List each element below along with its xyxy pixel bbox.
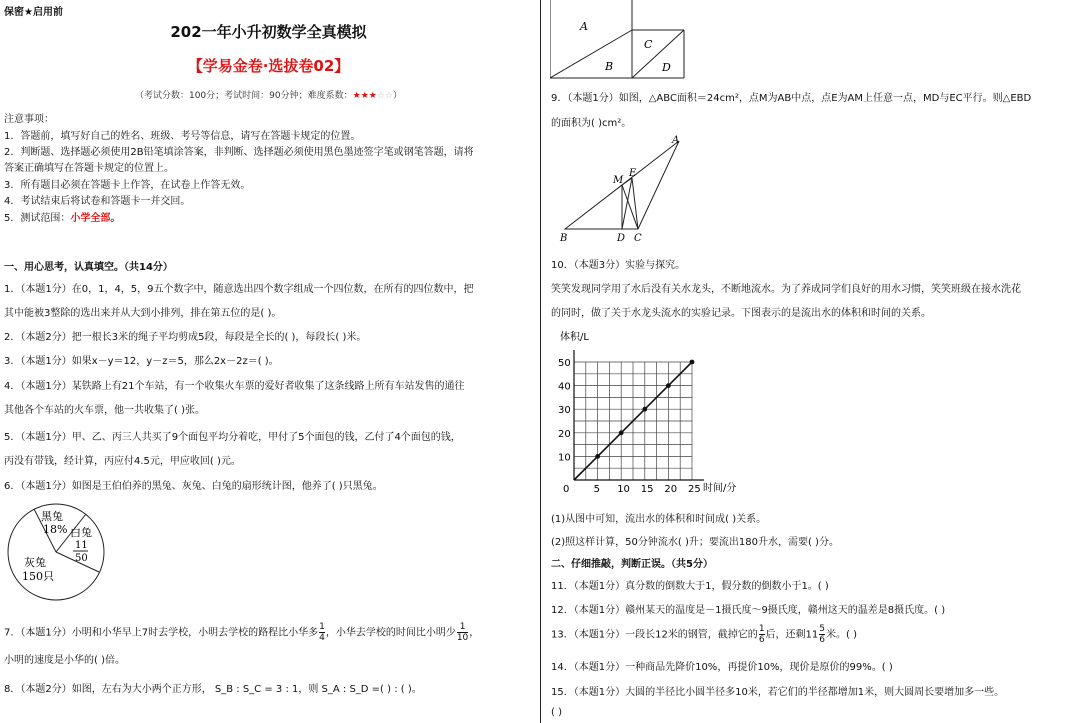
question-4-line-1: 4．（本题1分）某铁路上有21个车站，有一个收集火车票的爱好者收集了这条线路上所有车站发售的通往 — [4, 381, 465, 392]
question-12: 12．（本题1分）赣州某天的温度是－1摄氏度～9摄氏度，赣州这天的温差是8摄氏度。( ) — [551, 605, 946, 616]
chart-data-point — [595, 454, 600, 459]
note-item: 答案正确填写在答题卡规定的位置上。 — [4, 163, 174, 174]
q7-text-a: 7．（本题1分）小明和小华早上7时去学校，小明去学校的路程比小华多 — [4, 627, 319, 639]
note-item-5-prefix: 5．测试范围： — [4, 213, 71, 224]
pie-value-white-num: 11 — [75, 540, 88, 551]
note-item: 2．判断题、选择题必须使用2B铅笔填涂答案，非判断、选择题必须使用黑色墨迹签字笔或钢笔答题，请将 — [4, 147, 474, 158]
chart-x-tick-label: 5 — [593, 484, 600, 495]
question-11: 11．（本题1分）真分数的倒数大于1，假分数的倒数小于1。( ) — [551, 581, 829, 592]
confidential-label: 保密★启用前 — [4, 7, 63, 18]
difficulty-stars-empty: ☆☆ — [376, 91, 393, 101]
chart-ylabel: 体积/L — [560, 332, 589, 343]
fig8-label-d: D — [662, 61, 671, 74]
column-divider — [540, 0, 541, 723]
squares-figure — [550, 0, 690, 82]
question-13 — [551, 624, 857, 645]
fig9-label-d: D — [617, 233, 626, 244]
question-8: 8．（本题2分）如图，左右为大小两个正方形， S_B : S_C = 3 : 1，则 S_A : S_D =( ) : ( )。 — [4, 684, 422, 695]
q13-text-b: 后，还剩11 — [765, 629, 819, 641]
note-item: 3．所有题目必须在答题卡上作答，在试卷上作答无效。 — [4, 180, 251, 191]
fig8-label-a: A — [580, 20, 588, 33]
chart-y-tick-label: 40 — [558, 381, 571, 393]
question-7-line-2: 小明的速度是小华的( )倍。 — [4, 655, 125, 666]
exam-meta — [0, 88, 537, 101]
question-5-line-2: 丙没有带钱，经计算，丙应付4.5元，甲应收回( )元。 — [4, 456, 241, 467]
pie-label-gray: 灰兔 — [24, 556, 46, 569]
rabbit-pie-chart — [4, 500, 114, 605]
question-5-line-1: 5．（本题1分）甲、乙、丙三人共买了9个面包平均分着吃，甲付了5个面包的钱，乙付了4个面包的钱， — [4, 432, 461, 443]
fig9-label-a: A — [672, 135, 680, 146]
question-14: 14．（本题1分）一种商品先降价10%，再提价10%，现价是原价的99%。( ) — [551, 662, 893, 673]
segment-ed — [622, 178, 632, 229]
question-10: 10．（本题3分）实验与探究。 — [551, 260, 686, 271]
pie-value-white-den: 50 — [75, 553, 88, 564]
question-7-line-1 — [4, 622, 479, 643]
q7-text-b: ，小华去学校的时间比小明少 — [325, 627, 456, 639]
big-square — [550, 0, 632, 78]
q13-frac1-num: 1 — [758, 624, 765, 634]
q13-text-c: 米。( ) — [826, 629, 857, 641]
q7-frac2-num: 1 — [457, 622, 468, 633]
notes-heading: 注意事项： — [4, 114, 54, 125]
q7-fraction-1 — [319, 622, 325, 643]
note-item-5 — [4, 209, 120, 224]
q13-fraction-1 — [759, 624, 765, 645]
q7-frac1-num: 1 — [319, 622, 325, 632]
question-10-part-2: (2)照这样计算，50分钟流水( )升；要流出180升水，需要( )分。 — [551, 537, 839, 548]
q7-frac2-den: 10 — [456, 633, 469, 643]
question-10-desc-1: 笑笑发现同学用了水后没有关水龙头，不断地流水。为了养成同学们良好的用水习惯，笑笑班级在接水洗花 — [551, 284, 1021, 295]
triangle-figure — [556, 133, 686, 245]
section-2-heading: 二、仔细推敲，判断正误。（共5分） — [551, 559, 713, 570]
question-2: 2．（本题2分）把一根长3米的绳子平均剪成5段，每段是全长的( )，每段长( )米。 — [4, 332, 367, 343]
question-1-line-1: 1．（本题1分）在0，1，4，5，9五个数字中，随意选出四个数字组成一个四位数，在所有的四位数中，把 — [4, 284, 474, 295]
question-9-line-1: 9．（本题1分）如图，△ABC面积＝24cm²，点M为AB中点，点E为AM上任意一点，MD与EC平行。则△EBD — [551, 93, 1032, 104]
q7-fraction-2 — [457, 622, 468, 643]
pie-value-gray: 150只 — [22, 570, 54, 583]
q13-frac2-num: 5 — [819, 624, 826, 634]
exam-subtitle: 【学易金卷·选拔卷02】 — [187, 57, 350, 75]
chart-x-tick-label: 15 — [640, 484, 654, 495]
exam-title: 202一年小升初数学全真模拟 — [170, 23, 367, 41]
q7-text-c: ， — [469, 627, 480, 639]
question-15: 15．（本题1分）大圆的半径比小圆半径多10米，若它们的半径都增加1米，则大圆周长要增加多一些。 — [551, 687, 1005, 698]
question-15-blank: ( ) — [551, 707, 562, 718]
chart-x-tick-label: 0 — [563, 484, 570, 495]
note-item: 4．考试结束后将试卷和答题卡一并交回。 — [4, 196, 191, 207]
chart-y-tick-label: 20 — [558, 428, 571, 440]
q13-frac2-den: 6 — [819, 635, 826, 645]
question-10-part-1: (1)从图中可知，流出水的体积和时间成( )关系。 — [551, 514, 767, 525]
question-4-line-2: 其他各个车站的火车票，他一共收集了( )张。 — [4, 405, 205, 416]
big-square-diagonal — [550, 30, 632, 78]
difficulty-stars-filled: ★★★ — [352, 91, 377, 101]
pie-value-black: 18% — [43, 523, 68, 536]
question-9-line-2: 的面积为( )cm²。 — [551, 118, 632, 129]
pie-label-white: 白兔 — [70, 526, 92, 539]
chart-data-point — [642, 407, 647, 412]
chart-xlabel: 时间/分 — [703, 483, 737, 494]
note-item: 1．答题前，填写好自己的姓名、班级、考号等信息，请写在答题卡规定的位置。 — [4, 131, 361, 142]
question-10-desc-2: 的同时，做了关于水龙头流水的实验记录。下图表示的是流出水的体积和时间的关系。 — [551, 308, 931, 319]
question-3: 3．（本题1分）如果x－y＝12，y－z＝5，那么2x－2z＝( )。 — [4, 356, 279, 367]
chart-y-tick-label: 10 — [558, 452, 571, 464]
fig8-label-c: C — [644, 38, 653, 51]
q13-frac1-den: 6 — [758, 635, 765, 645]
chart-data-point — [690, 360, 695, 365]
chart-y-tick-label: 50 — [558, 358, 571, 369]
chart-x-tick-label: 10 — [617, 484, 630, 495]
question-1-line-2: 其中能被3整除的选出来并从大到小排列，排在第五位的是( )。 — [4, 308, 282, 319]
q13-text-a: 13．（本题1分）一段长12米的钢管，截掉它的 — [551, 629, 758, 641]
exam-meta-text: （考试分数：100分；考试时间：90分钟；难度系数： — [134, 91, 353, 101]
test-scope: 小学全部。 — [70, 213, 121, 224]
fig8-label-b: B — [605, 60, 614, 73]
volume-time-chart — [548, 326, 758, 498]
fig9-label-b: B — [560, 233, 568, 244]
fig9-label-c: C — [634, 233, 642, 244]
small-square-diagonal — [632, 30, 684, 78]
chart-x-tick-label: 25 — [688, 484, 701, 495]
pie-label-black: 黑兔 — [41, 510, 63, 523]
q7-frac1-den: 4 — [319, 633, 325, 643]
q13-fraction-2 — [819, 624, 825, 645]
question-6: 6．（本题1分）如图是王伯伯养的黑兔、灰兔、白兔的扇形统计图，他养了( )只黑兔。 — [4, 481, 383, 492]
chart-data-point — [619, 430, 624, 435]
chart-x-tick-label: 20 — [664, 484, 678, 495]
exam-meta-end: ） — [392, 91, 402, 101]
section-1-heading: 一、用心思考，认真填空。（共14分） — [4, 262, 173, 273]
chart-y-tick-label: 30 — [558, 405, 571, 417]
chart-data-point — [666, 383, 671, 388]
fig9-label-e: E — [629, 168, 637, 179]
fig9-label-m: M — [613, 175, 624, 186]
